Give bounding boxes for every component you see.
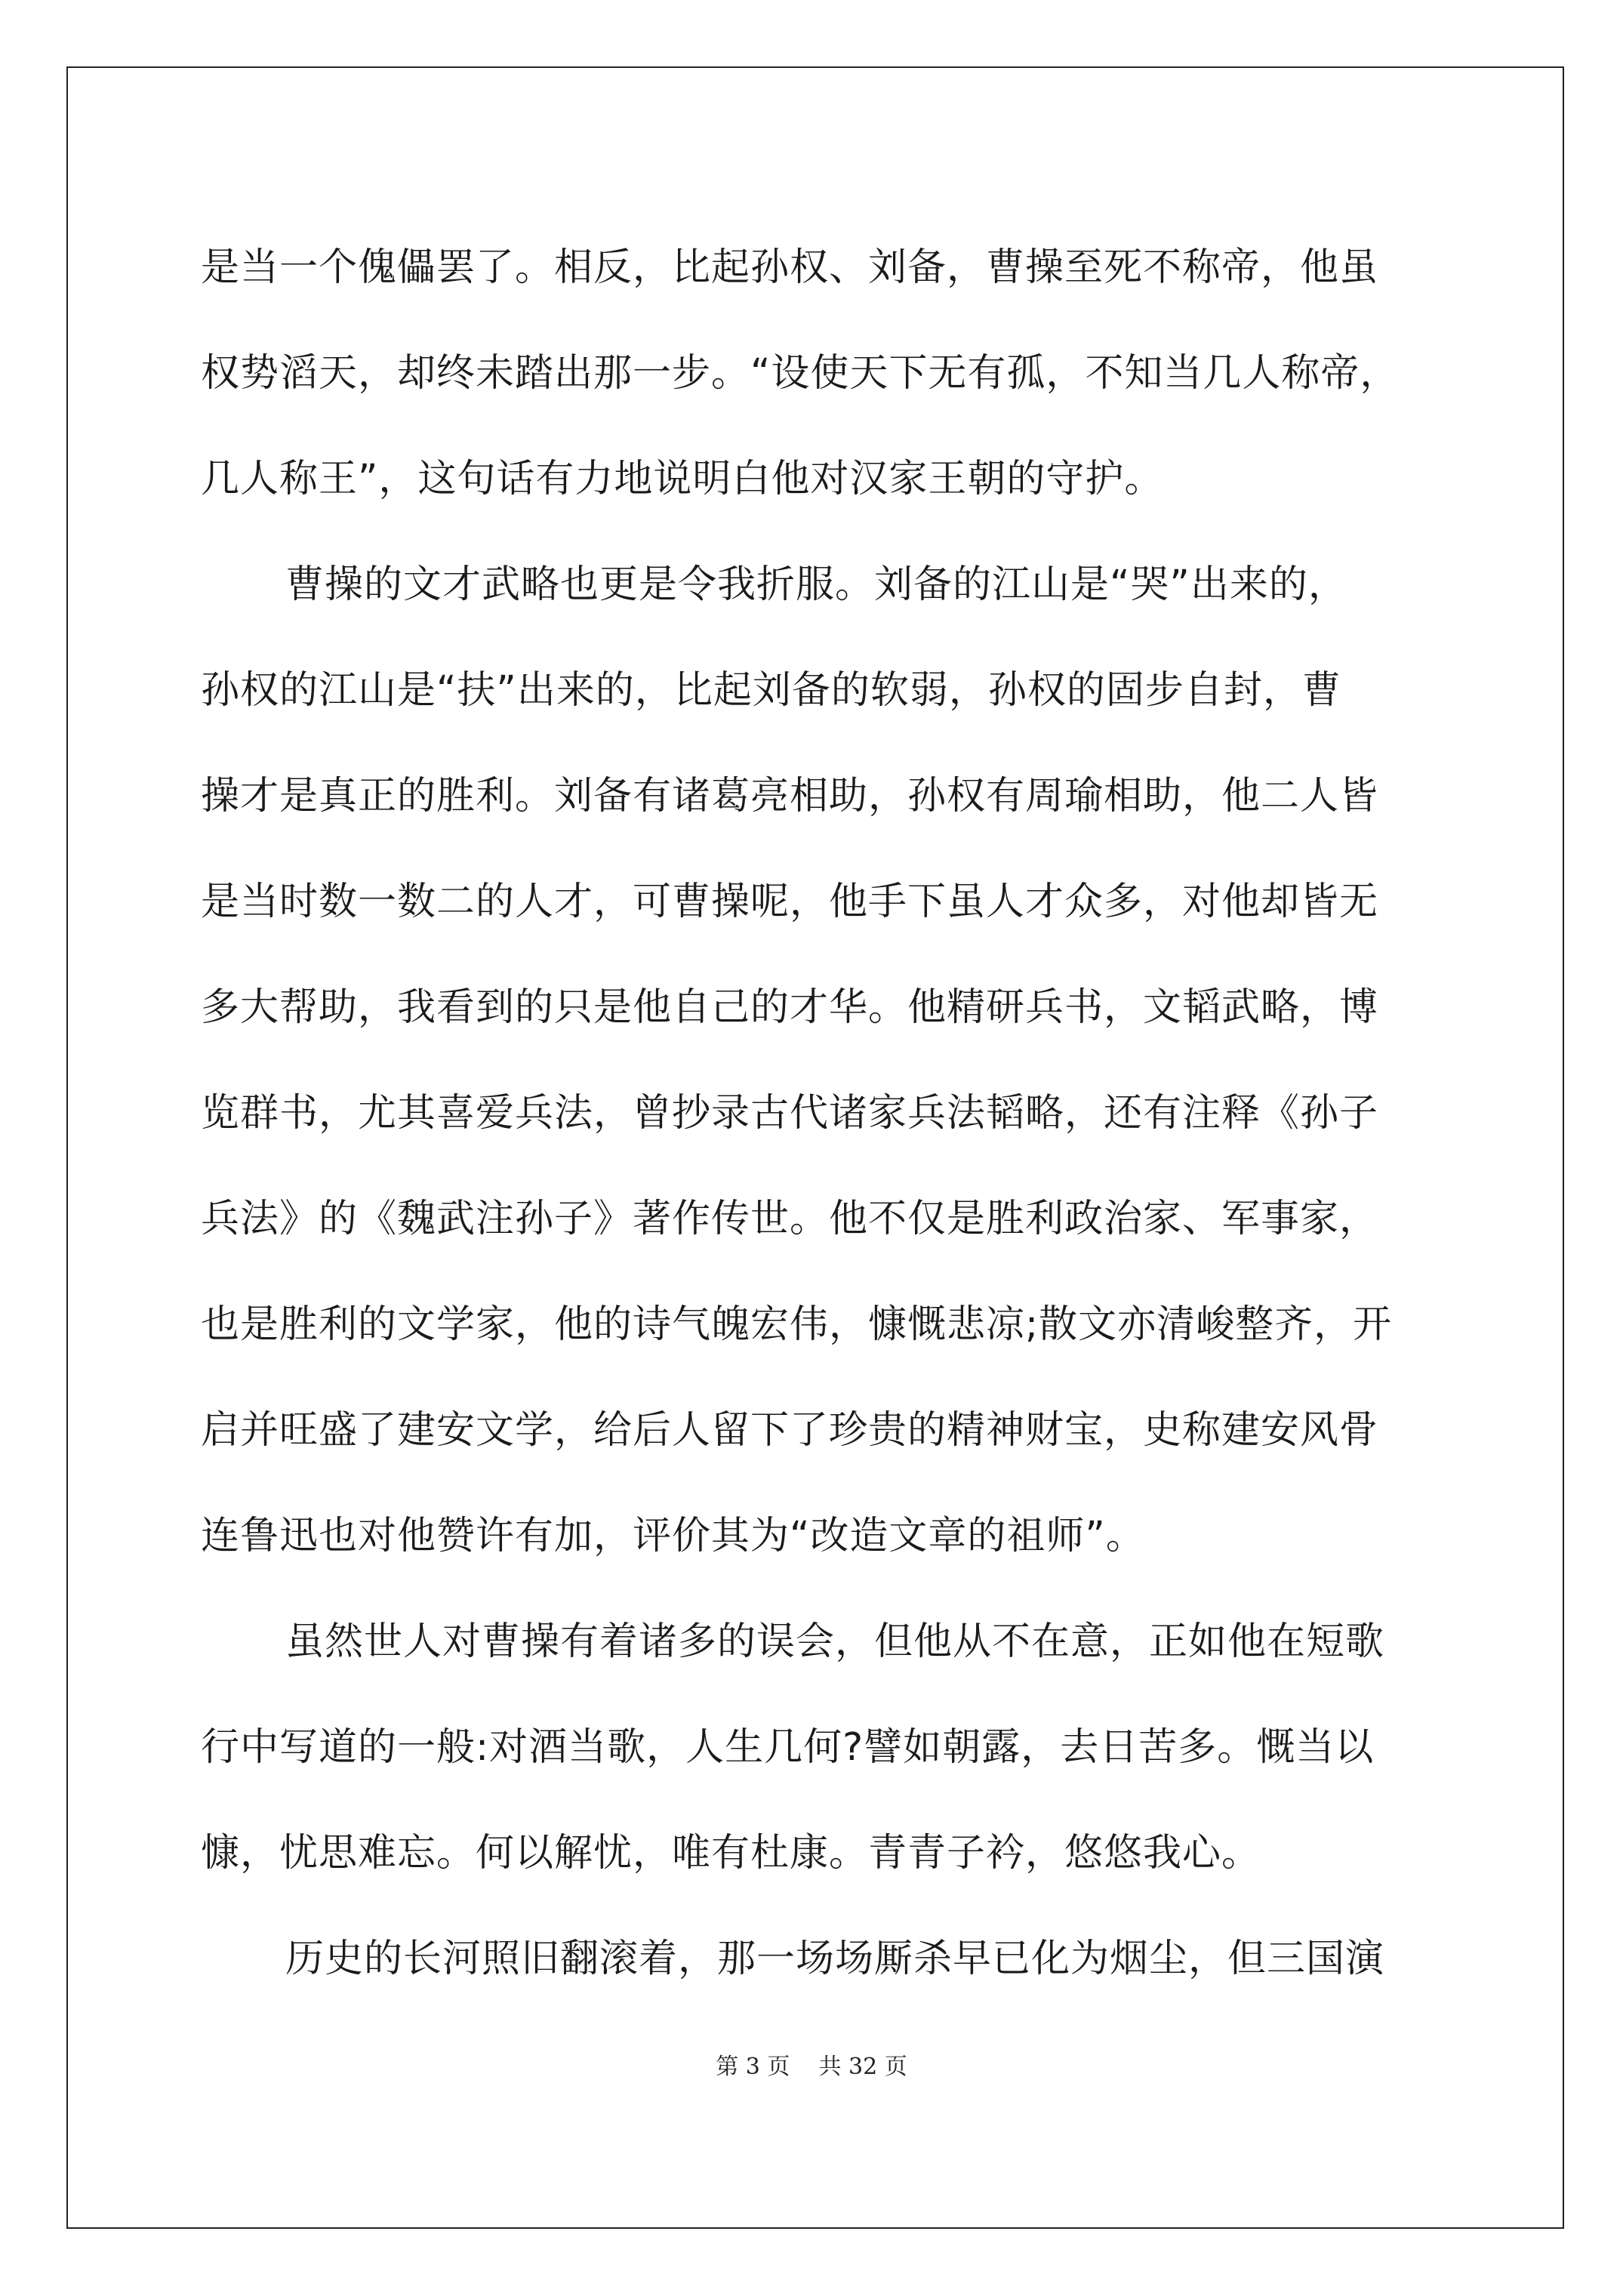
- text-line-10: 兵法》的《魏武注孙子》著作传世。他不仅是胜利政治家、军事家，: [201, 1197, 1379, 1241]
- text-line-2: 权势滔天，却终未踏出那一步。“设使天下无有孤，不知当几人称帝，: [201, 351, 1400, 396]
- text-line-7: 是当时数一数二的人才，可曹操呢，他手下虽人才众多，对他却皆无: [201, 880, 1379, 924]
- text-line-3: 几人称王”，这句话有力地说明白他对汉家王朝的守护。: [201, 457, 1164, 501]
- text-line-12: 启并旺盛了建安文学，给后人留下了珍贵的精神财宝，史称建安风骨: [201, 1408, 1379, 1453]
- text-line-5: 孙权的江山是“扶”出来的，比起刘备的软弱，孙权的固步自封，曹: [201, 668, 1341, 713]
- paragraph-start-line-17: 历史的长河照旧翻滚着，那一场场厮杀早已化为烟尘，但三国演: [285, 1937, 1385, 1981]
- text-line-13: 连鲁迅也对他赞许有加，评价其为“改造文章的祖师”。: [201, 1514, 1145, 1558]
- page-number-footer: 第 3 页 共 32 页: [716, 2054, 907, 2080]
- paragraph-start-line-14: 虽然世人对曹操有着诸多的误会，但他从不在意，正如他在短歌: [285, 1620, 1385, 1664]
- paragraph-start-line-4: 曹操的文才武略也更是令我折服。刘备的江山是“哭”出来的，: [285, 562, 1347, 607]
- text-line-6: 操才是真正的胜利。刘备有诸葛亮相助，孙权有周瑜相助，他二人皆: [201, 774, 1379, 818]
- text-line-8: 多大帮助，我看到的只是他自己的才华。他精研兵书，文韬武略，博: [201, 985, 1379, 1030]
- text-line-16: 慷，忧思难忘。何以解忧，唯有杜康。青青子衿，悠悠我心。: [201, 1831, 1261, 1875]
- text-line-11: 也是胜利的文学家，他的诗气魄宏伟，慷慨悲凉;散文亦清峻整齐，开: [201, 1302, 1393, 1347]
- text-line-1: 是当一个傀儡罢了。相反，比起孙权、刘备，曹操至死不称帝，他虽: [201, 245, 1379, 290]
- text-line-15: 行中写道的一般:对酒当歌，人生几何?譬如朝露，去日苦多。慨当以: [201, 1725, 1375, 1770]
- text-line-9: 览群书，尤其喜爱兵法，曾抄录古代诸家兵法韬略，还有注释《孙子: [201, 1091, 1379, 1136]
- document-body: [201, 215, 1439, 2012]
